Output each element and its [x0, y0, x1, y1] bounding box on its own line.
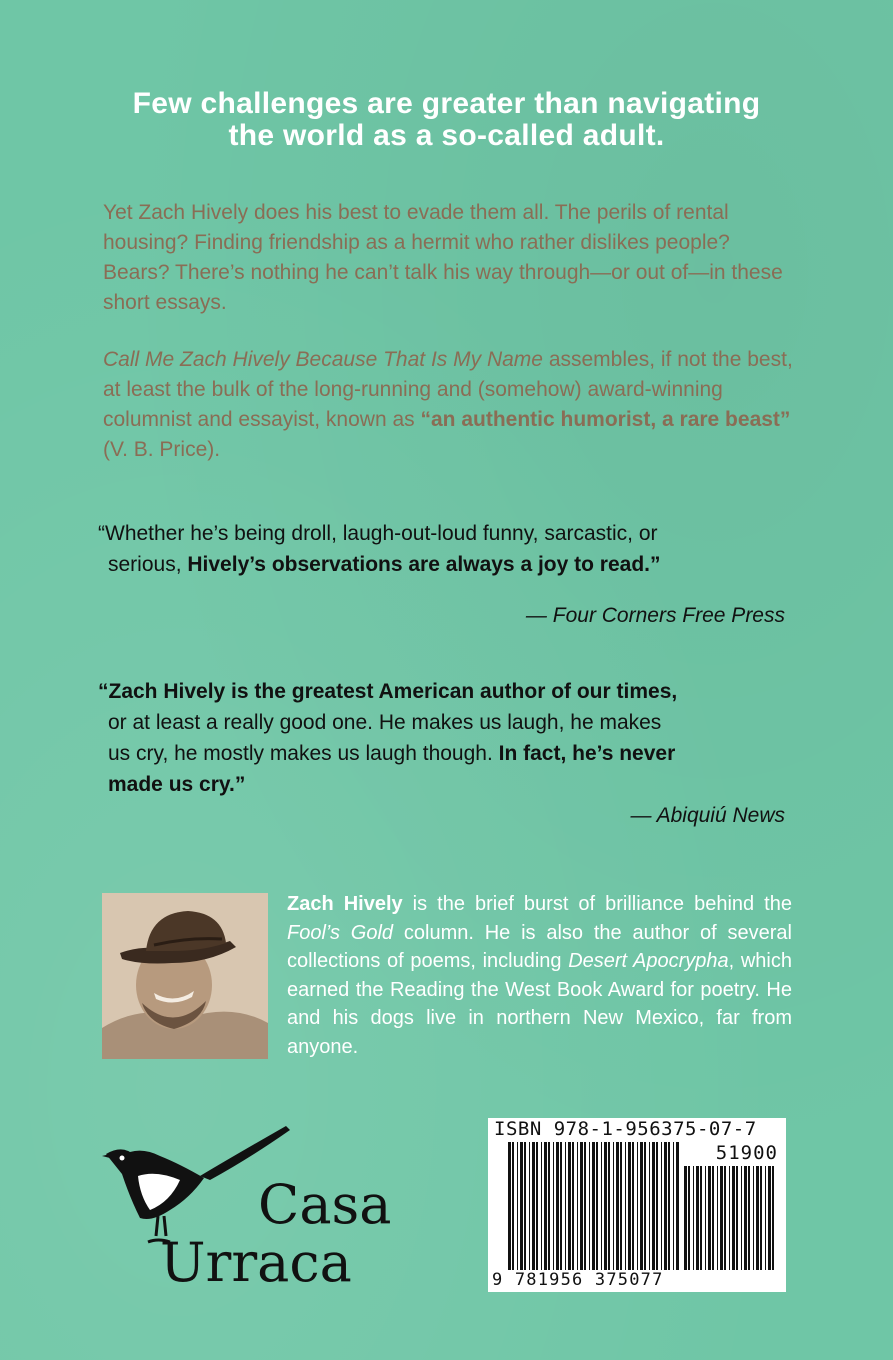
quote2-bold-1: “Zach Hively is the greatest American author of our times, — [98, 680, 678, 703]
barcode-bar — [712, 1166, 714, 1270]
quote1-line-2 — [98, 549, 798, 580]
barcode-bar — [553, 1142, 554, 1270]
barcode-bar — [708, 1166, 711, 1270]
price-barcode-bars — [684, 1166, 780, 1270]
barcode-bar — [568, 1142, 571, 1270]
barcode-bar — [652, 1142, 655, 1270]
price-code: 51900 — [715, 1142, 778, 1164]
blurb-paragraph-2 — [103, 345, 793, 465]
barcode-bar — [517, 1142, 518, 1270]
barcode-bar — [524, 1142, 526, 1270]
barcode-bar — [664, 1142, 667, 1270]
barcode-bar — [616, 1142, 619, 1270]
barcode-bar — [508, 1142, 511, 1270]
column-name: Fool’s Gold — [287, 921, 394, 944]
barcode-bar — [700, 1166, 702, 1270]
barcode-bar — [596, 1142, 598, 1270]
barcode-bar — [732, 1166, 735, 1270]
barcode-bar — [705, 1166, 706, 1270]
quote2-line-2: or at least a really good one. He makes us laugh, he makes — [108, 711, 662, 734]
book-title: Call Me Zach Hively Because That Is My Name — [103, 348, 543, 371]
barcode-bar — [628, 1142, 631, 1270]
barcode-bar — [529, 1142, 530, 1270]
publisher-logo — [100, 1118, 400, 1298]
barcode-bar — [632, 1142, 634, 1270]
barcode-bar — [756, 1166, 759, 1270]
quote1-bold: Hively’s observations are always a joy to read.” — [187, 553, 661, 576]
quote2-line-3 — [98, 738, 798, 769]
author-name: Zach Hively — [287, 893, 403, 915]
quote1-text: serious, — [108, 553, 188, 576]
barcode-bar — [608, 1142, 610, 1270]
bio-text-1: is the brief burst of brilliance behind the — [402, 893, 792, 915]
barcode-bar — [668, 1142, 670, 1270]
barcode-bar — [613, 1142, 614, 1270]
barcode-bar — [556, 1142, 559, 1270]
quote2-line-1 — [98, 676, 798, 707]
barcode-bar — [649, 1142, 650, 1270]
barcode-bar — [565, 1142, 566, 1270]
review-quote-1 — [98, 518, 798, 580]
barcode-bar — [592, 1142, 595, 1270]
barcode-bar — [753, 1166, 754, 1270]
barcode-bar — [644, 1142, 646, 1270]
headline — [60, 88, 833, 152]
barcode-bar — [541, 1142, 542, 1270]
publisher-name-line-2: Urraca — [160, 1231, 352, 1294]
barcode-bar — [729, 1166, 730, 1270]
author-bio — [287, 890, 792, 1061]
award-book-title: Desert Apocrypha — [568, 950, 729, 972]
blurb-praise: “an authentic humorist, a rare beast” — [420, 408, 791, 431]
barcode-bar — [693, 1166, 694, 1270]
barcode-bar — [684, 1166, 687, 1270]
barcode-bar — [724, 1166, 726, 1270]
barcode-bar — [580, 1142, 583, 1270]
publisher-name-line-1: Casa — [258, 1173, 392, 1236]
barcode-bar — [676, 1142, 679, 1270]
barcode-bar — [772, 1166, 774, 1270]
quote1-line-1: “Whether he’s being droll, laugh-out-loud funny, sarcastic, or — [98, 522, 658, 545]
quote2-attribution: — Abiquiú News — [630, 804, 785, 827]
barcode-bar — [673, 1142, 674, 1270]
barcode-bar — [536, 1142, 538, 1270]
barcode-bar — [661, 1142, 662, 1270]
barcode-bar — [625, 1142, 626, 1270]
barcode-bar — [601, 1142, 602, 1270]
barcode-bar — [637, 1142, 638, 1270]
barcode-bar — [589, 1142, 590, 1270]
headline-line-1: Few challenges are greater than navigating — [132, 87, 761, 120]
blurb-text-1: assembles, if not the best, at least the bulk of the long-running and (somehow) award-winning columnist and essayist, known as — [103, 348, 793, 431]
ean-number: 9 781956 375077 — [492, 1270, 664, 1290]
bio-text-3: , which earned the Reading the West Book Award for poetry. He and his dogs live in northern New Mexico, far from anyone. — [287, 950, 792, 1058]
barcode-bar — [560, 1142, 562, 1270]
barcode-bar — [512, 1142, 514, 1270]
barcode-bar — [688, 1166, 690, 1270]
isbn-label: ISBN 978-1-956375-07-7 — [494, 1118, 757, 1140]
barcode-bar — [760, 1166, 762, 1270]
ean-barcode-bars — [508, 1142, 680, 1270]
barcode-bar — [548, 1142, 550, 1270]
barcode-bar — [520, 1142, 523, 1270]
barcode-bar — [640, 1142, 643, 1270]
barcode-bar — [736, 1166, 738, 1270]
barcode-bar — [584, 1142, 586, 1270]
quote2-text-3: us cry, he mostly makes us laugh though. — [108, 742, 499, 765]
author-portrait-illustration — [102, 893, 268, 1059]
barcode-bar — [532, 1142, 535, 1270]
barcode-bar — [572, 1142, 574, 1270]
headline-line-2: the world as a so-called adult. — [228, 119, 665, 152]
barcode-bar — [768, 1166, 771, 1270]
barcode-bar — [604, 1142, 607, 1270]
barcode-bar — [577, 1142, 578, 1270]
barcode-bar — [717, 1166, 718, 1270]
barcode-bar — [765, 1166, 766, 1270]
barcode-bar — [656, 1142, 658, 1270]
bio-text-2: column. He is also the author of several collections of poems, including — [287, 921, 792, 972]
barcode-bar — [620, 1142, 622, 1270]
barcode-bar — [720, 1166, 723, 1270]
barcode-bar — [741, 1166, 742, 1270]
barcode-bar — [544, 1142, 547, 1270]
review-quote-2 — [98, 676, 798, 800]
quote1-attribution: — Four Corners Free Press — [525, 604, 785, 627]
blurb-text-2: (V. B. Price). — [103, 438, 221, 461]
isbn-barcode — [488, 1118, 786, 1292]
quote2-bold-4: made us cry.” — [108, 773, 246, 796]
quote2-bold-3: In fact, he’s never — [498, 742, 676, 765]
barcode-bar — [696, 1166, 699, 1270]
quote2-line-4 — [98, 769, 798, 800]
barcode-bar — [744, 1166, 747, 1270]
author-photo — [102, 893, 268, 1059]
barcode-bar — [748, 1166, 750, 1270]
blurb-paragraph-1: Yet Zach Hively does his best to evade them all. The perils of rental housing? Finding friendship as a hermit who rather dislikes people? Bears? There’s nothing he can’t talk his way through—or out of—in these short essays. — [103, 201, 783, 314]
